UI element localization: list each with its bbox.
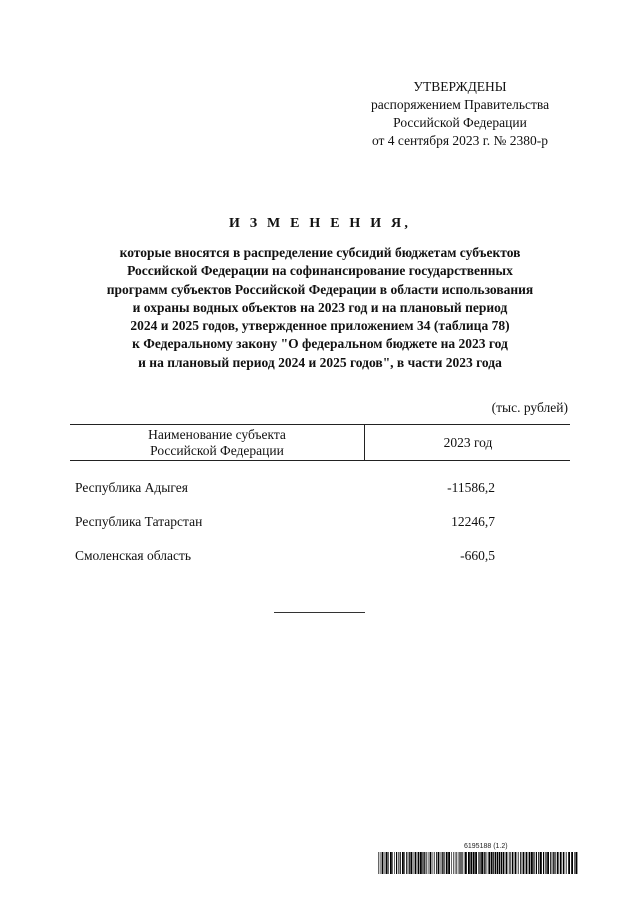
table-row bbox=[75, 480, 495, 498]
barcode-icon bbox=[378, 852, 578, 874]
subtitle-line: к Федеральному закону "О федеральном бюджете на 2023 год bbox=[132, 336, 508, 352]
approval-stamp bbox=[340, 78, 580, 150]
header-subject-name-line1: Наименование субъекта bbox=[148, 427, 286, 442]
subtitle-line: Российской Федерации на софинансирование государственных bbox=[127, 263, 513, 279]
header-subject-name-line2: Российской Федерации bbox=[150, 443, 284, 458]
header-year: 2023 год bbox=[443, 435, 493, 450]
document-subtitle bbox=[60, 244, 580, 372]
table-row bbox=[75, 548, 495, 566]
approval-title: УТВЕРЖДЕНЫ bbox=[413, 79, 507, 94]
row-subject-name: Республика Адыгея bbox=[75, 480, 188, 495]
table-units: (тыс. рублей) bbox=[491, 400, 568, 415]
end-separator-line bbox=[274, 612, 365, 613]
row-value: 12246,7 bbox=[451, 514, 495, 529]
subtitle-line: и охраны водных объектов на 2023 год и на плановый период bbox=[132, 299, 508, 315]
subtitle-line: 2024 и 2025 годов, утвержденное приложением 34 (таблица 78) bbox=[130, 318, 510, 334]
row-subject-name: Республика Татарстан bbox=[75, 514, 203, 529]
row-subject-name: Смоленская область bbox=[75, 548, 192, 563]
approval-line-order: распоряжением Правительства bbox=[370, 97, 550, 112]
approval-line-government: Российской Федерации bbox=[393, 115, 527, 130]
subtitle-line: которые вносятся в распределение субсидий бюджетам субъектов bbox=[119, 245, 521, 260]
header-subject-name bbox=[70, 425, 365, 460]
approval-line-date-number: от 4 сентября 2023 г. № 2380-р bbox=[371, 133, 549, 148]
document-title: И З М Е Н Е Н И Я, bbox=[228, 216, 412, 231]
barcode-block bbox=[378, 843, 578, 883]
barcode-number: 6195188 (1.2) bbox=[464, 843, 508, 850]
row-value: -660,5 bbox=[460, 548, 495, 563]
table-row bbox=[75, 514, 495, 532]
table-header bbox=[70, 424, 570, 461]
row-value: -11586,2 bbox=[447, 480, 495, 495]
subtitle-line: программ субъектов Российской Федерации в области использования bbox=[106, 281, 534, 297]
subtitle-line: и на плановый период 2024 и 2025 годов", в части 2023 года bbox=[138, 354, 502, 370]
